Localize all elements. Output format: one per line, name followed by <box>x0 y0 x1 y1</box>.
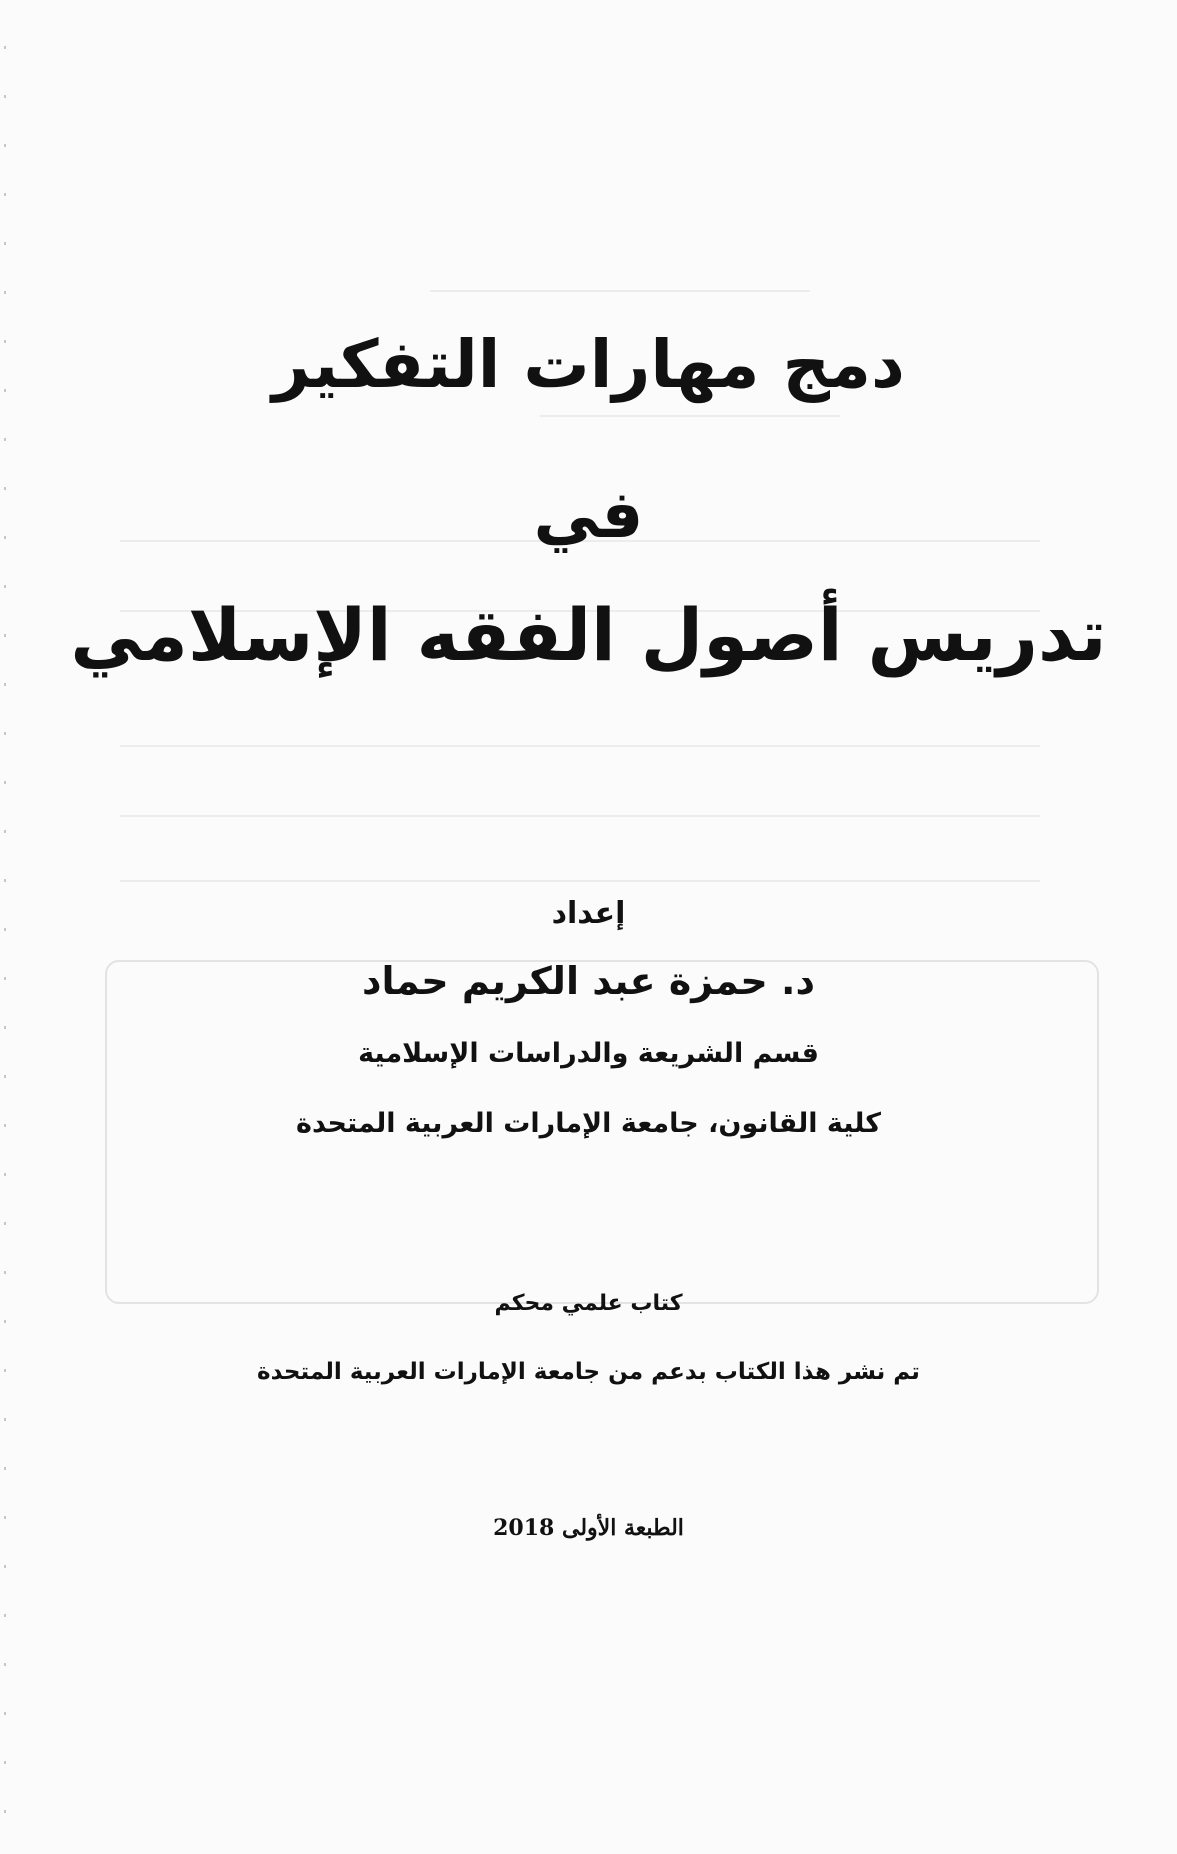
prepared-by-label: إعداد <box>551 896 626 931</box>
author-college: كلية القانون، جامعة الإمارات العربية المتحدة <box>296 1108 881 1139</box>
show-through-line <box>540 415 840 417</box>
show-through-line <box>430 290 810 292</box>
show-through-line <box>120 745 1040 747</box>
book-type: كتاب علمي محكم <box>494 1291 683 1316</box>
book-title-line-2: في <box>533 476 644 553</box>
edition: الطبعة الأولى 2018 <box>493 1515 684 1541</box>
author-department: قسم الشريعة والدراسات الإسلامية <box>358 1038 819 1069</box>
book-title-line-1: دمج مهارات التفكير <box>272 326 905 403</box>
book-title-line-3: تدريس أصول الفقه الإسلامي <box>70 593 1107 677</box>
author-name: د. حمزة عبد الكريم حماد <box>362 959 815 1003</box>
support-note: تم نشر هذا الكتاب بدعم من جامعة الإمارات العربية المتحدة <box>257 1359 920 1385</box>
show-through-line <box>120 815 1040 817</box>
show-through-line <box>120 880 1040 882</box>
